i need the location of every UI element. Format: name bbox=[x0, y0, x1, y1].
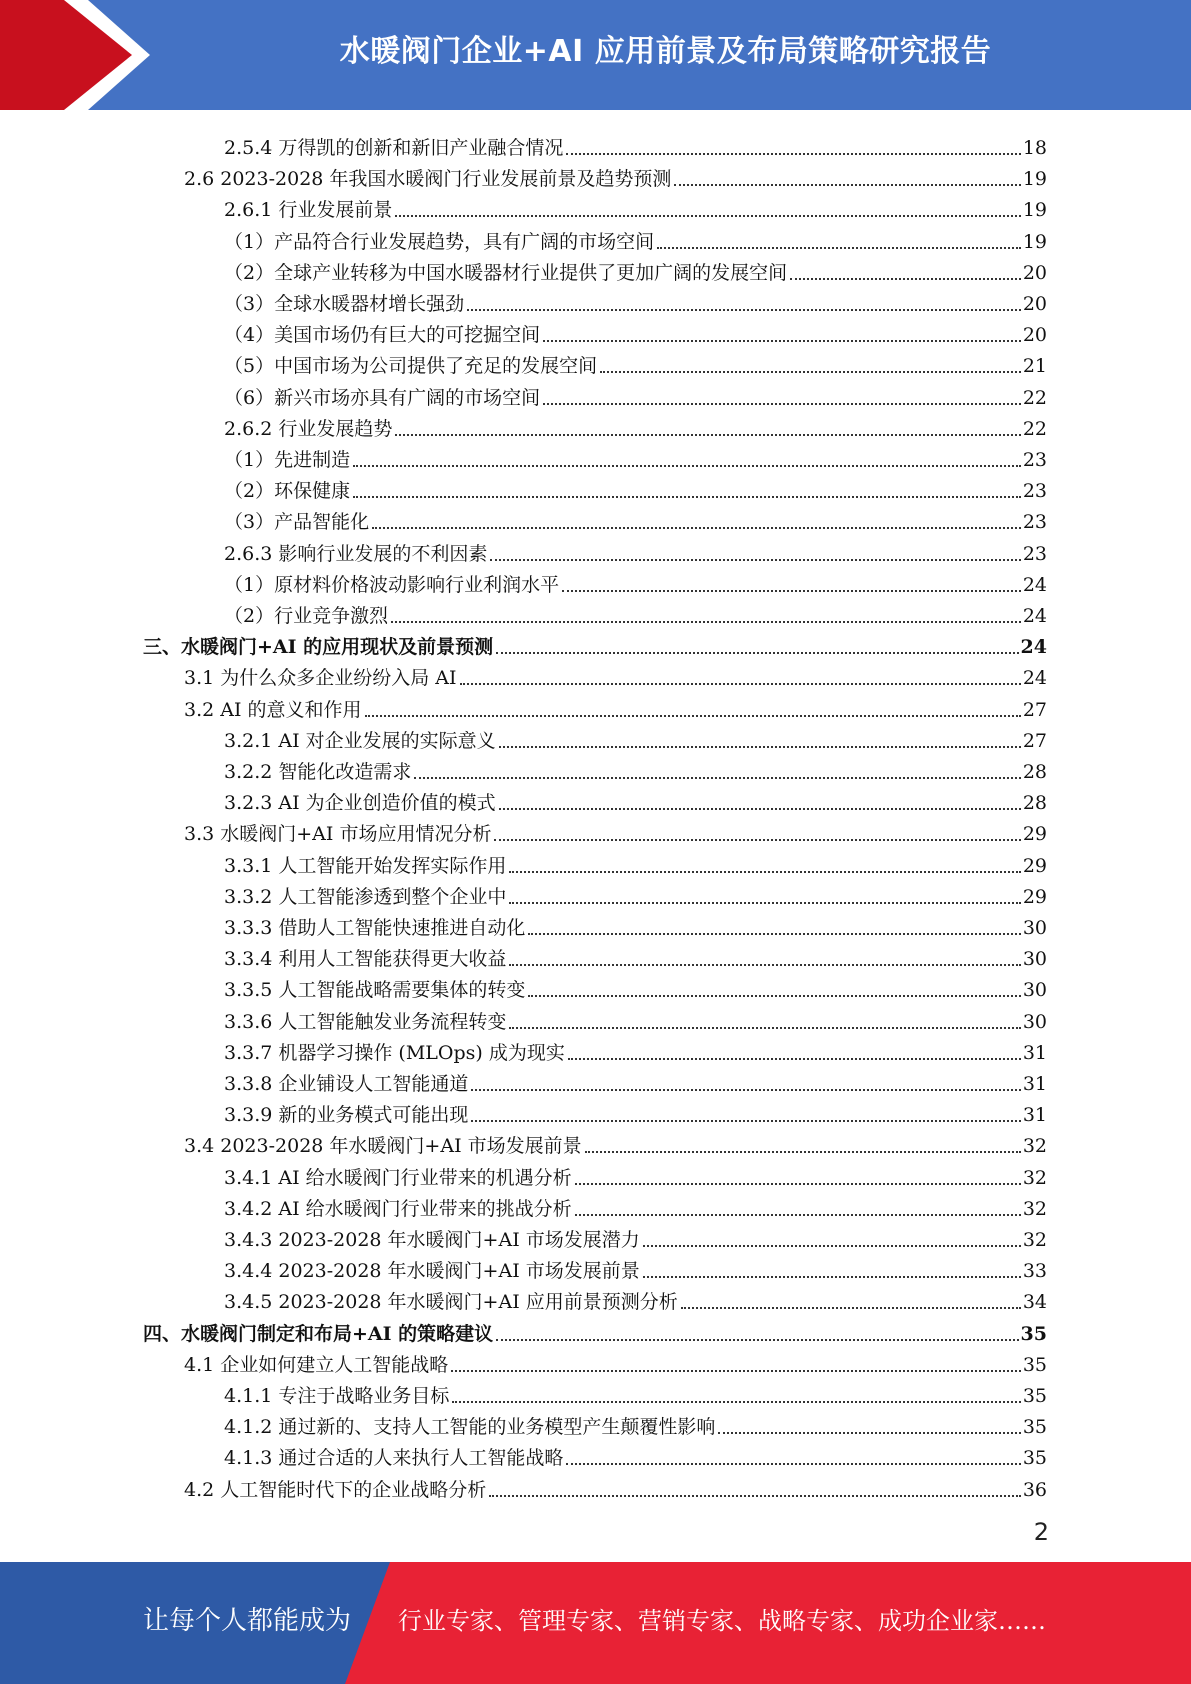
toc-entry-page: 33 bbox=[1022, 1260, 1047, 1283]
toc-entry-title: 三、水暖阀门+AI 的应用现状及前景预测 bbox=[143, 636, 494, 659]
toc-entry-page: 30 bbox=[1022, 917, 1047, 939]
toc-entry-page: 23 bbox=[1022, 511, 1047, 534]
toc-entry-page: 22 bbox=[1022, 417, 1047, 440]
toc-entry[interactable] bbox=[224, 1189, 1047, 1220]
toc-entry-page: 20 bbox=[1022, 324, 1047, 347]
toc-entry-title: 3.4.1 AI 给水暖阀门行业带来的机遇分析 bbox=[224, 1166, 572, 1189]
toc-entry[interactable] bbox=[184, 1126, 1047, 1157]
toc-entry-page: 24 bbox=[1022, 573, 1047, 596]
toc-entry[interactable] bbox=[224, 190, 1047, 221]
toc-entry-title: （3）产品智能化 bbox=[224, 511, 370, 534]
toc-dot-leader bbox=[566, 1463, 1020, 1465]
toc-entry[interactable] bbox=[224, 471, 1047, 502]
toc-entry-title: 3.4 2023-2028 年水暖阀门+AI 市场发展前景 bbox=[184, 1135, 582, 1158]
toc-entry[interactable] bbox=[224, 1251, 1047, 1282]
toc-entry-title: 2.6.1 行业发展前景 bbox=[224, 199, 393, 222]
toc-entry-page: 21 bbox=[1022, 355, 1047, 378]
header-chevron-red bbox=[0, 0, 140, 110]
toc-dot-leader bbox=[528, 995, 1020, 997]
toc-dot-leader bbox=[585, 1151, 1021, 1153]
toc-entry[interactable] bbox=[224, 721, 1047, 752]
toc-entry[interactable] bbox=[224, 1033, 1047, 1064]
toc-entry-title: 3.1 为什么众多企业纷纷入局 AI bbox=[184, 667, 457, 690]
toc-entry[interactable] bbox=[224, 502, 1047, 533]
toc-dot-leader bbox=[562, 590, 1021, 592]
toc-dot-leader bbox=[790, 278, 1021, 280]
toc-entry-page: 24 bbox=[1020, 636, 1047, 659]
toc-entry[interactable] bbox=[224, 253, 1047, 284]
toc-entry-title: 3.3.9 新的业务模式可能出现 bbox=[224, 1104, 469, 1127]
toc-entry-page: 35 bbox=[1020, 1322, 1047, 1345]
toc-entry-page: 23 bbox=[1022, 542, 1047, 565]
toc-dot-leader bbox=[718, 1432, 1020, 1434]
toc-entry-page: 27 bbox=[1022, 729, 1047, 752]
toc-entry[interactable] bbox=[224, 1158, 1047, 1189]
toc-dot-leader bbox=[528, 933, 1020, 935]
toc-dot-leader bbox=[489, 1495, 1021, 1497]
toc-entry-page: 32 bbox=[1022, 1166, 1047, 1189]
toc-entry-page: 19 bbox=[1022, 199, 1047, 222]
toc-dot-leader bbox=[353, 496, 1021, 498]
toc-entry-page: 28 bbox=[1022, 761, 1047, 783]
toc-entry-page: 35 bbox=[1022, 1416, 1047, 1439]
toc-entry-page: 18 bbox=[1022, 137, 1047, 159]
toc-dot-leader bbox=[395, 215, 1020, 217]
toc-entry[interactable] bbox=[224, 315, 1047, 346]
toc-entry[interactable] bbox=[184, 814, 1047, 845]
toc-dot-leader bbox=[674, 184, 1020, 186]
toc-entry[interactable] bbox=[224, 970, 1047, 1001]
toc-entry[interactable] bbox=[184, 1470, 1047, 1501]
toc-dot-leader bbox=[499, 746, 1021, 748]
toc-dot-leader bbox=[643, 1245, 1021, 1247]
toc-entry[interactable] bbox=[224, 1220, 1047, 1251]
toc-entry[interactable] bbox=[224, 846, 1047, 877]
toc-entry-page: 30 bbox=[1022, 979, 1047, 1002]
toc-dot-leader bbox=[452, 1401, 1020, 1403]
toc-dot-leader bbox=[543, 340, 1021, 342]
toc-dot-leader bbox=[372, 527, 1021, 529]
page-number: 2 bbox=[1033, 1518, 1049, 1546]
toc-entry-page: 32 bbox=[1022, 1197, 1047, 1220]
toc-dot-leader bbox=[471, 1089, 1020, 1091]
toc-entry-page: 31 bbox=[1022, 1073, 1047, 1095]
toc-entry-title: 4.1.2 通过新的、支持人工智能的业务模型产生颠覆性影响 bbox=[224, 1416, 716, 1439]
toc-entry[interactable] bbox=[224, 908, 1047, 939]
toc-entry-title: 3.3.8 企业铺设人工智能通道 bbox=[224, 1073, 469, 1095]
report-title: 水暖阀门企业+AI 应用前景及布局策略研究报告 bbox=[339, 34, 992, 69]
toc-entry-title: 2.6 2023-2028 年我国水暖阀门行业发展前景及趋势预测 bbox=[184, 168, 672, 191]
toc-dot-leader bbox=[643, 1276, 1021, 1278]
toc-dot-leader bbox=[657, 247, 1021, 249]
toc-entry-page: 30 bbox=[1022, 948, 1047, 971]
toc-entry[interactable] bbox=[184, 159, 1047, 190]
toc-entry-title: 4.2 人工智能时代下的企业战略分析 bbox=[184, 1478, 487, 1501]
toc-dot-leader bbox=[575, 1214, 1021, 1216]
toc-entry-title: 4.1.3 通过合适的人来执行人工智能战略 bbox=[224, 1447, 564, 1470]
toc-entry-title: （3）全球水暖器材增长强劲 bbox=[224, 293, 465, 315]
toc-entry-title: 4.1.1 专注于战略业务目标 bbox=[224, 1385, 450, 1407]
toc-dot-leader bbox=[471, 1120, 1020, 1122]
toc-entry[interactable] bbox=[224, 1376, 1047, 1407]
toc-dot-leader bbox=[460, 683, 1021, 685]
toc-entry-title: （6）新兴市场亦具有广阔的市场空间 bbox=[224, 386, 541, 409]
toc-dot-leader bbox=[575, 1183, 1021, 1185]
toc-dot-leader bbox=[600, 371, 1021, 373]
toc-entry-page: 29 bbox=[1022, 854, 1047, 877]
toc-entry[interactable] bbox=[184, 658, 1047, 689]
toc-dot-leader bbox=[451, 1370, 1021, 1372]
toc-entry-page: 23 bbox=[1022, 449, 1047, 471]
toc-dot-leader bbox=[509, 964, 1020, 966]
toc-dot-leader bbox=[543, 403, 1021, 405]
toc-entry-title: 2.5.4 万得凯的创新和新旧产业融合情况 bbox=[224, 137, 564, 159]
toc-entry[interactable] bbox=[224, 1438, 1047, 1469]
toc-entry-title: （2）环保健康 bbox=[224, 480, 351, 503]
toc-entry[interactable] bbox=[224, 284, 1047, 315]
toc-dot-leader bbox=[496, 1339, 1018, 1341]
toc-entry-page: 32 bbox=[1022, 1229, 1047, 1251]
toc-entry[interactable] bbox=[224, 783, 1047, 814]
toc-entry-title: 3.4.2 AI 给水暖阀门行业带来的挑战分析 bbox=[224, 1197, 572, 1220]
toc-entry-page: 35 bbox=[1022, 1385, 1047, 1407]
toc-entry-page: 22 bbox=[1022, 386, 1047, 409]
toc-entry-page: 24 bbox=[1022, 605, 1047, 627]
toc-entry-page: 29 bbox=[1022, 823, 1047, 846]
toc-dot-leader bbox=[467, 309, 1021, 311]
toc-entry-page: 20 bbox=[1022, 293, 1047, 315]
toc-dot-leader bbox=[391, 621, 1021, 623]
toc-entry[interactable] bbox=[224, 596, 1047, 627]
toc-entry[interactable] bbox=[143, 1314, 1047, 1345]
toc-entry-title: 3.2.1 AI 对企业发展的实际意义 bbox=[224, 729, 496, 752]
toc-entry-page: 20 bbox=[1022, 261, 1047, 284]
toc-entry[interactable] bbox=[224, 346, 1047, 377]
toc-entry[interactable] bbox=[224, 1095, 1047, 1126]
toc-entry-page: 31 bbox=[1022, 1104, 1047, 1127]
toc-entry-page: 24 bbox=[1022, 667, 1047, 690]
toc-entry-page: 30 bbox=[1022, 1010, 1047, 1033]
toc-entry[interactable] bbox=[143, 627, 1047, 658]
toc-entry[interactable] bbox=[224, 565, 1047, 596]
toc-entry-title: 2.6.3 影响行业发展的不利因素 bbox=[224, 542, 488, 565]
page-footer bbox=[0, 1562, 1191, 1684]
toc-dot-leader bbox=[395, 434, 1020, 436]
toc-entry[interactable] bbox=[224, 409, 1047, 440]
toc-entry[interactable] bbox=[224, 440, 1047, 471]
toc-entry-page: 19 bbox=[1022, 230, 1047, 253]
toc-entry-title: 2.6.2 行业发展趋势 bbox=[224, 417, 393, 440]
toc-entry[interactable] bbox=[224, 1064, 1047, 1095]
toc-entry[interactable] bbox=[224, 128, 1047, 159]
toc-entry[interactable] bbox=[224, 752, 1047, 783]
toc-entry-title: （1）先进制造 bbox=[224, 449, 351, 471]
toc-entry-page: 31 bbox=[1022, 1041, 1047, 1064]
toc-entry-title: （2）行业竞争激烈 bbox=[224, 605, 389, 627]
toc-entry-title: 3.3.5 人工智能战略需要集体的转变 bbox=[224, 979, 526, 1002]
toc-entry[interactable] bbox=[224, 534, 1047, 565]
toc-dot-leader bbox=[566, 153, 1020, 155]
toc-dot-leader bbox=[496, 652, 1018, 654]
toc-entry-title: 3.3.6 人工智能触发业务流程转变 bbox=[224, 1010, 507, 1033]
toc-entry-title: 3.3.7 机器学习操作 (MLOps) 成为现实 bbox=[224, 1041, 565, 1064]
toc-entry-title: 3.3 水暖阀门+AI 市场应用情况分析 bbox=[184, 823, 492, 846]
toc-entry[interactable] bbox=[184, 690, 1047, 721]
toc-entry-title: （2）全球产业转移为中国水暖器材行业提供了更加广阔的发展空间 bbox=[224, 261, 788, 284]
toc-entry-title: 3.3.3 借助人工智能快速推进自动化 bbox=[224, 917, 526, 939]
toc-entry-title: 3.4.3 2023-2028 年水暖阀门+AI 市场发展潜力 bbox=[224, 1229, 640, 1251]
toc-entry-page: 35 bbox=[1022, 1447, 1047, 1470]
toc-entry-page: 27 bbox=[1022, 698, 1047, 721]
footer-slogan-left: 让每个人都能成为 bbox=[143, 1606, 352, 1636]
toc-dot-leader bbox=[509, 1027, 1020, 1029]
toc-entry-title: 3.2.3 AI 为企业创造价值的模式 bbox=[224, 792, 496, 815]
toc-entry[interactable] bbox=[184, 1345, 1047, 1376]
toc-entry-title: 4.1 企业如何建立人工智能战略 bbox=[184, 1353, 449, 1376]
toc-entry-title: （5）中国市场为公司提供了充足的发展空间 bbox=[224, 355, 598, 378]
toc-entry[interactable] bbox=[224, 939, 1047, 970]
toc-dot-leader bbox=[365, 715, 1021, 717]
toc-entry-page: 34 bbox=[1022, 1291, 1047, 1314]
toc-entry-title: 3.3.4 利用人工智能获得更大收益 bbox=[224, 948, 507, 971]
toc-entry-page: 19 bbox=[1022, 168, 1047, 191]
toc-dot-leader bbox=[494, 839, 1020, 841]
toc-entry-page: 23 bbox=[1022, 480, 1047, 503]
page-header bbox=[0, 0, 1191, 110]
toc-entry-page: 36 bbox=[1022, 1478, 1047, 1501]
toc-entry-title: 3.3.2 人工智能渗透到整个企业中 bbox=[224, 885, 507, 908]
toc-dot-leader bbox=[490, 559, 1020, 561]
toc-dot-leader bbox=[353, 465, 1021, 467]
toc-dot-leader bbox=[509, 871, 1020, 873]
toc-entry-title: 3.3.1 人工智能开始发挥实际作用 bbox=[224, 854, 507, 877]
toc-entry-page: 28 bbox=[1022, 792, 1047, 815]
toc-dot-leader bbox=[509, 902, 1020, 904]
toc-entry-title: （1）原材料价格波动影响行业利润水平 bbox=[224, 573, 560, 596]
toc-entry-page: 35 bbox=[1022, 1353, 1047, 1376]
toc-dot-leader bbox=[681, 1307, 1021, 1309]
toc-entry[interactable] bbox=[224, 877, 1047, 908]
footer-slogan-right: 行业专家、管理专家、营销专家、战略专家、成功企业家…… bbox=[398, 1607, 1046, 1635]
toc-entry-title: （4）美国市场仍有巨大的可挖掘空间 bbox=[224, 324, 541, 347]
toc-entry[interactable] bbox=[224, 222, 1047, 253]
toc-entry-title: 3.4.4 2023-2028 年水暖阀门+AI 市场发展前景 bbox=[224, 1260, 640, 1283]
toc-entry-title: 四、水暖阀门制定和布局+AI 的策略建议 bbox=[143, 1322, 494, 1345]
toc-dot-leader bbox=[499, 808, 1021, 810]
toc-entry-page: 32 bbox=[1022, 1135, 1047, 1158]
toc-entry[interactable] bbox=[224, 1002, 1047, 1033]
toc-dot-leader bbox=[568, 1058, 1021, 1060]
toc-entry-title: 3.2 AI 的意义和作用 bbox=[184, 698, 362, 721]
toc-entry-title: 3.4.5 2023-2028 年水暖阀门+AI 应用前景预测分析 bbox=[224, 1291, 678, 1314]
toc-entry-page: 29 bbox=[1022, 885, 1047, 908]
toc-entry[interactable] bbox=[224, 1407, 1047, 1438]
toc-entry-title: 3.2.2 智能化改造需求 bbox=[224, 761, 412, 783]
toc-dot-leader bbox=[414, 777, 1020, 779]
toc-entry[interactable] bbox=[224, 378, 1047, 409]
toc-entry-title: （1）产品符合行业发展趋势，具有广阔的市场空间 bbox=[224, 230, 655, 253]
toc-entry[interactable] bbox=[224, 1282, 1047, 1313]
